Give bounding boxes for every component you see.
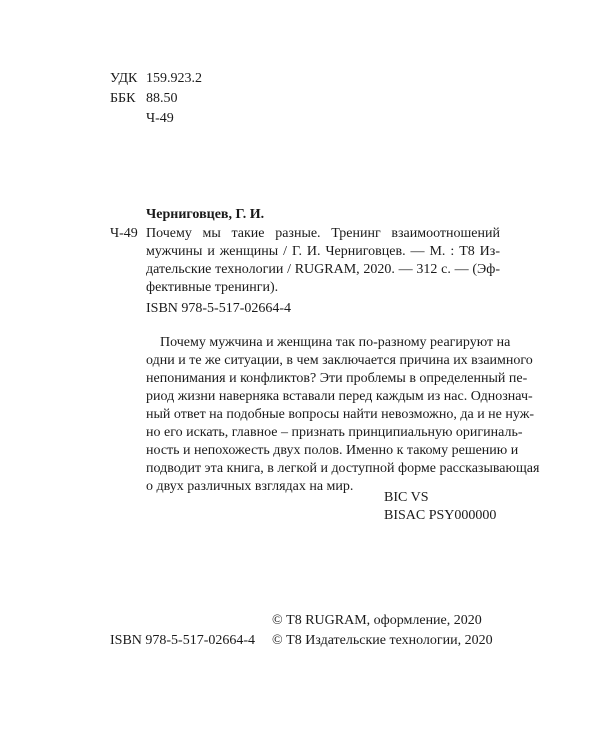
abstract-line: ность и непохожесть двух полов. Именно к такому решению и xyxy=(146,443,519,458)
author-heading: Черниговцев, Г. И. xyxy=(146,207,265,222)
catalog-code: Ч-49 xyxy=(110,226,138,241)
isbn-main: ISBN 978-5-517-02664-4 xyxy=(146,301,292,316)
biblio-line: дательские технологии / RUGRAM, 2020. — 312 с. — (Эф- xyxy=(146,262,500,277)
bbk-label: ББК xyxy=(110,91,136,106)
udk-label: УДК xyxy=(110,71,138,86)
abstract-line: непонимания и конфликтов? Эти проблемы в определенный пе- xyxy=(146,371,528,386)
bisac-code: BISAC PSY000000 xyxy=(384,508,497,523)
bbk-value: 88.50 xyxy=(146,91,178,106)
biblio-line: фективные тренинги). xyxy=(146,280,279,295)
copyright-design: © Т8 RUGRAM, оформление, 2020 xyxy=(272,613,482,628)
abstract-line: ный ответ на подобные вопросы найти невозможно, да и не нуж- xyxy=(146,407,535,422)
abstract xyxy=(146,334,540,496)
bic-code: BIC VS xyxy=(384,490,429,505)
isbn-bottom: ISBN 978-5-517-02664-4 xyxy=(110,633,256,648)
abstract-line: Почему мужчина и женщина так по-разному реагируют на xyxy=(160,335,511,350)
bibliographic-description xyxy=(146,225,500,297)
copyright-publisher: © Т8 Издательские технологии, 2020 xyxy=(272,633,493,648)
abstract-line: риод жизни наверняка вставали перед каждым из нас. Однознач- xyxy=(146,389,533,404)
abstract-line: о двух различных взглядах на мир. xyxy=(146,479,354,494)
abstract-line: одни и те же ситуации, в чем заключается причина их взаимного xyxy=(146,353,533,368)
abstract-line: но его искать, главное – признать принципиальную оригиналь- xyxy=(146,425,523,440)
abstract-line: подводит эта книга, в легкой и доступной форме рассказывающая xyxy=(146,461,540,476)
biblio-line: мужчины и женщины / Г. И. Черниговцев. — М. : Т8 Из- xyxy=(146,244,500,259)
biblio-line: Почему мы такие разные. Тренинг взаимоотношений xyxy=(146,226,500,241)
udk-value: 159.923.2 xyxy=(146,71,202,86)
author-mark: Ч-49 xyxy=(146,111,174,126)
